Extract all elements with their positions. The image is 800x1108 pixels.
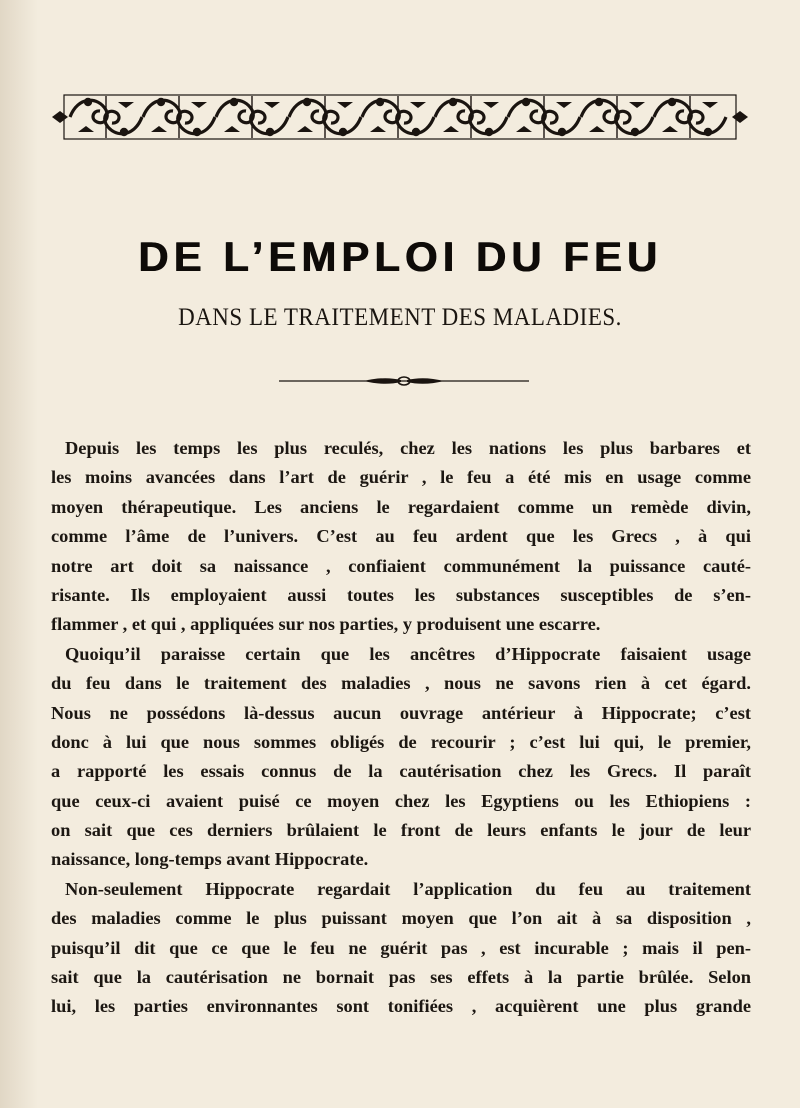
text-line: sait que la cautérisation ne bornait pas ses effets à la partie brûlée. Selon [51,967,751,988]
text-line: puisqu’il dit que ce que le feu ne guérit pas , est incurable ; mais il pen- [51,937,751,958]
text-line: Depuis les temps les plus reculés, chez les nations les plus barbares et [65,438,751,458]
chapter-title: DE L’EMPLOI DU FEU [137,233,663,280]
paragraph [51,434,751,640]
text-line: a rapporté les essais connus de la cautérisation chez les Grecs. Il paraît [51,761,751,782]
text-line: naissance, long-temps avant Hippocrate. [51,849,369,870]
body-text [51,434,751,1022]
chapter-subtitle: DANS LE TRAITEMENT DES MALADIES. [178,302,622,331]
text-line: Quoiqu’il paraisse certain que les ancêtres d’Hippocrate faisaient usage [65,643,751,664]
text-line: que ceux-ci avaient puisé ce moyen chez les Egyptiens ou les Ethiopiens : [51,790,751,811]
text-line: flammer , et qui , appliquées sur nos parties, y produisent une escarre. [51,614,601,635]
ornamental-frieze-icon [50,92,750,142]
text-line: les moins avancées dans l’art de guérir , le feu a été mis en usage comme [51,467,751,488]
text-line: risante. Ils employaient aussi toutes les substances susceptibles de s’en- [51,584,751,605]
text-line: donc à lui que nous sommes obligés de recourir ; c’est lui qui, le premier, [51,731,751,752]
text-line: Non-seulement Hippocrate regardait l’application du feu au traitement [65,878,751,899]
text-line: Nous ne possédons là-dessus aucun ouvrage antérieur à Hippocrate; c’est [51,702,751,723]
text-line: des maladies comme le plus puissant moyen que l’on ait à sa disposition , [51,908,751,929]
text-line: comme l’âme de l’univers. C’est au feu ardent que les Grecs , à qui [51,526,751,547]
text-line: on sait que ces derniers brûlaient le front de leurs enfants le jour de leur [51,820,751,841]
paragraph [51,875,751,1022]
text-line: moyen thérapeutique. Les anciens le regardaient comme un remède divin, [51,496,751,517]
paragraph [51,640,751,875]
text-line: du feu dans le traitement des maladies , nous ne savons rien à cet égard. [51,673,751,694]
text-line: notre art doit sa naissance , confiaient communément la puissance cauté- [51,555,751,576]
text-line: lui, les parties environnantes sont tonifiées , acquièrent une plus grande [51,996,751,1017]
decorative-rule-icon [279,375,529,387]
